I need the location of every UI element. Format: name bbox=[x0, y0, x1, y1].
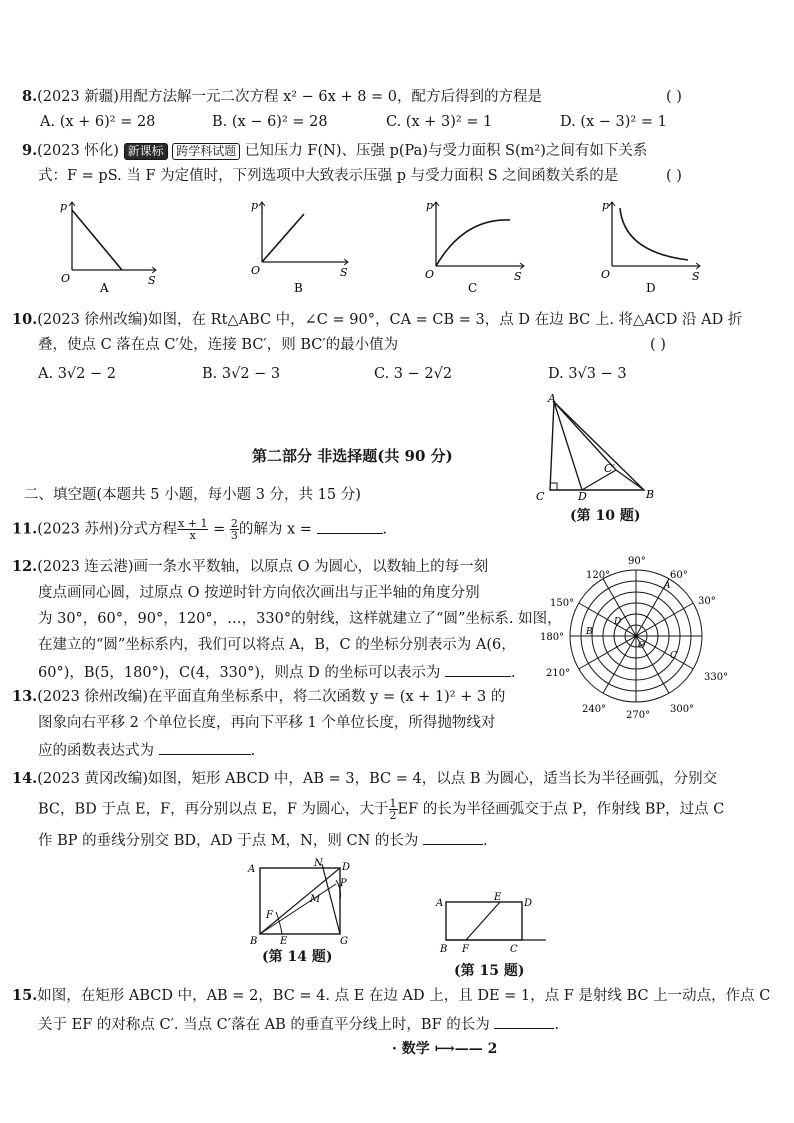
section2-title: 二、填空题(本题共 5 小题，每小题 3 分，共 15 分) bbox=[24, 487, 361, 503]
q11-end: . bbox=[382, 521, 388, 538]
q13-line2: 图象向右平移 2 个单位长度，再向下平移 1 个单位长度，所得抛物线对 bbox=[38, 715, 496, 731]
q12-point-o: O bbox=[638, 641, 646, 651]
q9-text2: 式：F = pS. 当 F 为定值时，下列选项中大致表示压强 p 与受力面积 S 之间函数关系的是 bbox=[38, 168, 619, 184]
q12-number: 12. bbox=[12, 558, 38, 575]
q11-equals: = bbox=[213, 521, 226, 538]
q8-text: (2023 新疆)用配方法解一元二次方程 x² − 6x + 8 = 0，配方后得到的方程是 bbox=[37, 89, 543, 105]
q14-text-line3: 作 BP 的垂线分别交 BD，AD 于点 M，N，则 CN 的长为 bbox=[38, 833, 419, 849]
q14-figure bbox=[244, 856, 354, 948]
q9-text1: 已知压力 F(N)、压强 p(Pa)与受力面积 S(m²)之间有如下关系 bbox=[244, 143, 648, 159]
q9-graph-d-o: O bbox=[601, 268, 611, 281]
q11-fraction-left bbox=[177, 518, 208, 541]
q12-angle-300: 300° bbox=[670, 704, 695, 715]
q15-end: . bbox=[554, 1017, 559, 1033]
q12-point-d: D bbox=[614, 617, 622, 627]
q9-graph-c bbox=[424, 196, 534, 294]
q9-graph-a-p: p bbox=[60, 200, 68, 213]
q12-angle-120: 120° bbox=[586, 570, 611, 581]
q14-label-d: D bbox=[342, 862, 351, 873]
q10-label-c-prime: C′ bbox=[604, 462, 615, 475]
q10-figure bbox=[534, 392, 664, 502]
q10-answer-paren: ( ) bbox=[650, 337, 666, 353]
q15-number: 15. bbox=[12, 987, 38, 1004]
q12-polar-figure bbox=[538, 552, 738, 724]
q12-angle-30: 30° bbox=[698, 596, 716, 607]
q15-line2 bbox=[38, 1014, 559, 1034]
q10-text2: 叠，使点 C 落在点 C′处，连接 BC′，则 BC′的最小值为 bbox=[38, 337, 399, 353]
q15-text-line1: 如图，在矩形 ABCD 中，AB = 2，BC = 4. 点 E 在边 AD 上，且 DE = 1，点 F 是射线 BC 上一动点，作点 C bbox=[37, 988, 771, 1004]
q15-line1 bbox=[12, 987, 770, 1005]
q12-angle-150: 150° bbox=[550, 598, 575, 609]
q14-fraction bbox=[389, 798, 398, 821]
page-footer: · 数学 ⟼—— 2 bbox=[392, 1041, 498, 1057]
q12-text-line5: 60°)，B(5，180°)，C(4，330°)，则点 D 的坐标可以表示为 bbox=[38, 665, 441, 681]
q15-label-d: D bbox=[524, 898, 533, 909]
q15-text-line2: 关于 EF 的对称点 C′. 当点 C′落在 AB 的垂直平分线上时，BF 的长为 bbox=[38, 1017, 490, 1033]
q10-option-a: A. 3√2 − 2 bbox=[38, 366, 116, 382]
q14-label-n: N bbox=[314, 858, 323, 869]
q12-line1 bbox=[12, 558, 488, 576]
q11-number: 11. bbox=[12, 520, 38, 538]
q8-option-c: C. (x + 3)² = 1 bbox=[386, 114, 493, 130]
q11-stem bbox=[12, 518, 387, 541]
q11-text-before: (2023 苏州)分式方程 bbox=[37, 521, 178, 538]
q11-frac2-den: 3 bbox=[230, 529, 238, 542]
q10-number: 10. bbox=[12, 311, 38, 328]
q14-text-line1: (2023 黄冈改编)如图，矩形 ABCD 中，AB = 3，BC = 4，以点 B 为圆心，适当长为半径画弧，分别交 bbox=[37, 771, 718, 787]
q9-graph-d-s: S bbox=[692, 270, 700, 283]
q12-angle-240: 240° bbox=[582, 704, 607, 715]
q14-text-line2-after: EF 的长为半径画弧交于点 P，作射线 BP，过点 C bbox=[397, 801, 725, 818]
q9-graph-c-o: O bbox=[425, 268, 435, 281]
q15-answer-blank[interactable] bbox=[494, 1014, 554, 1029]
q12-angle-270: 270° bbox=[626, 710, 651, 721]
q10-text1: (2023 徐州改编)如图，在 Rt△ABC 中，∠C = 90°，CA = CB = 3，点 D 在边 BC 上. 将△ACD 沿 AD 折 bbox=[37, 312, 743, 328]
q15-label-a: A bbox=[436, 898, 444, 909]
q11-text-after: 的解为 x = bbox=[238, 521, 312, 538]
q9-graph-d-label: D bbox=[646, 281, 656, 294]
q9-graph-d bbox=[600, 196, 710, 294]
q14-line2 bbox=[38, 798, 724, 821]
q9-number: 9. bbox=[22, 142, 38, 159]
q12-line5 bbox=[38, 662, 516, 682]
q11-frac2-num: 2 bbox=[230, 517, 238, 530]
q8-option-d: D. (x − 3)² = 1 bbox=[560, 114, 667, 130]
q15-label-f: F bbox=[462, 944, 469, 955]
q13-line3 bbox=[38, 740, 255, 760]
q12-text-line1: (2023 连云港)画一条水平数轴，以原点 O 为圆心，以数轴上的每一刻 bbox=[37, 559, 489, 575]
q12-point-a: A bbox=[664, 581, 671, 591]
q14-frac-den: 2 bbox=[389, 809, 397, 822]
q9-graph-b-o: O bbox=[251, 264, 261, 277]
q9-source: (2023 怀化) bbox=[37, 143, 119, 159]
q12-angle-330: 330° bbox=[704, 672, 729, 683]
q10-figure-caption: (第 10 题) bbox=[570, 508, 641, 524]
q14-line3 bbox=[38, 830, 488, 850]
q9-graph-b-p: p bbox=[251, 199, 259, 212]
q10-option-d: D. 3√3 − 3 bbox=[548, 366, 627, 382]
q10-option-b: B. 3√2 − 3 bbox=[202, 366, 281, 382]
q14-answer-blank[interactable] bbox=[423, 830, 483, 845]
q11-answer-blank[interactable] bbox=[317, 519, 383, 534]
q8-number: 8. bbox=[22, 88, 38, 105]
q9-graph-c-s: S bbox=[514, 270, 522, 283]
q14-label-g: G bbox=[340, 936, 348, 947]
q12-angle-90: 90° bbox=[628, 556, 646, 567]
q12-answer-blank[interactable] bbox=[445, 662, 511, 677]
q9-stem-line1 bbox=[22, 142, 647, 160]
q8-stem bbox=[22, 88, 542, 106]
q9-graph-a bbox=[56, 196, 166, 294]
q14-label-f: F bbox=[266, 910, 273, 921]
q14-number: 14. bbox=[12, 770, 38, 787]
q13-number: 13. bbox=[12, 688, 38, 705]
q12-line4: 在建立的“圆”坐标系内，我们可以将点 A，B，C 的坐标分别表示为 A(6， bbox=[38, 637, 516, 653]
q8-answer-paren: ( ) bbox=[666, 89, 682, 105]
q14-frac-num: 1 bbox=[389, 797, 397, 810]
q9-graph-a-label: A bbox=[100, 281, 109, 294]
q10-stem-line1 bbox=[12, 311, 742, 329]
q12-line2: 度点画同心圆，过原点 O 按逆时针方向依次画出与正半轴的角度分别 bbox=[38, 585, 480, 601]
q10-label-b: B bbox=[646, 488, 655, 501]
q9-graph-b-s: S bbox=[340, 266, 348, 279]
q9-graph-b-label: B bbox=[294, 281, 303, 294]
q15-figure-caption: (第 15 题) bbox=[454, 963, 525, 979]
q14-end: . bbox=[482, 833, 488, 849]
q9-graph-b bbox=[248, 196, 358, 294]
q15-figure bbox=[430, 890, 550, 960]
q13-text-line3: 应的函数表达式为 bbox=[38, 743, 154, 759]
q13-text-line1: (2023 徐州改编)在平面直角坐标系中，将二次函数 y = (x + 1)² + 3 的 bbox=[37, 689, 506, 705]
q10-label-d: D bbox=[578, 490, 587, 502]
q15-label-b: B bbox=[440, 944, 448, 955]
q14-label-m: M bbox=[310, 894, 321, 905]
q12-point-b: B bbox=[586, 627, 593, 637]
q12-point-c: C bbox=[670, 651, 677, 661]
q14-label-p: P bbox=[340, 878, 347, 889]
q14-label-e: E bbox=[280, 936, 288, 947]
q12-angle-180: 180° bbox=[540, 632, 565, 643]
q10-label-a: A bbox=[548, 392, 556, 405]
q14-text-line2-before: BC，BD 于点 E，F，再分别以点 E，F 为圆心，大于 bbox=[38, 801, 389, 818]
q15-label-c: C bbox=[510, 944, 518, 955]
q14-label-a: A bbox=[248, 864, 256, 875]
q13-line1 bbox=[12, 688, 505, 706]
q13-end: . bbox=[250, 743, 256, 759]
part2-title: 第二部分 非选择题(共 90 分) bbox=[252, 447, 453, 465]
q9-graph-a-s: S bbox=[148, 274, 156, 287]
q11-frac1-den: x bbox=[189, 529, 196, 542]
q8-option-a: A. (x + 6)² = 28 bbox=[40, 114, 156, 130]
q12-angle-60: 60° bbox=[670, 570, 688, 581]
q15-label-e: E bbox=[494, 892, 502, 903]
q9-graph-c-label: C bbox=[468, 281, 478, 294]
q9-tag-interdisciplinary: 跨学科试题 bbox=[172, 143, 240, 160]
q9-graph-d-p: p bbox=[602, 199, 610, 212]
q13-answer-blank[interactable] bbox=[159, 740, 251, 755]
q11-frac1-num: x + 1 bbox=[178, 517, 208, 530]
q8-option-b: B. (x − 6)² = 28 bbox=[212, 114, 328, 130]
q9-graph-a-o: O bbox=[61, 272, 71, 285]
q14-line1 bbox=[12, 770, 717, 788]
q14-figure-caption: (第 14 题) bbox=[262, 949, 333, 965]
q10-label-c: C bbox=[536, 490, 545, 502]
q12-end: . bbox=[511, 665, 516, 681]
q9-answer-paren: ( ) bbox=[666, 168, 682, 184]
q9-tag-new-standard: 新课标 bbox=[124, 143, 168, 160]
q11-fraction-right bbox=[230, 518, 239, 541]
q12-line3: 为 30°，60°，90°，120°，…，330°的射线，这样就建立了“圆”坐标系. 如图， bbox=[38, 611, 562, 627]
q12-angle-210: 210° bbox=[546, 668, 571, 679]
q10-option-c: C. 3 − 2√2 bbox=[374, 366, 453, 382]
q14-label-b: B bbox=[250, 936, 258, 947]
q9-graph-c-p: p bbox=[426, 199, 434, 212]
